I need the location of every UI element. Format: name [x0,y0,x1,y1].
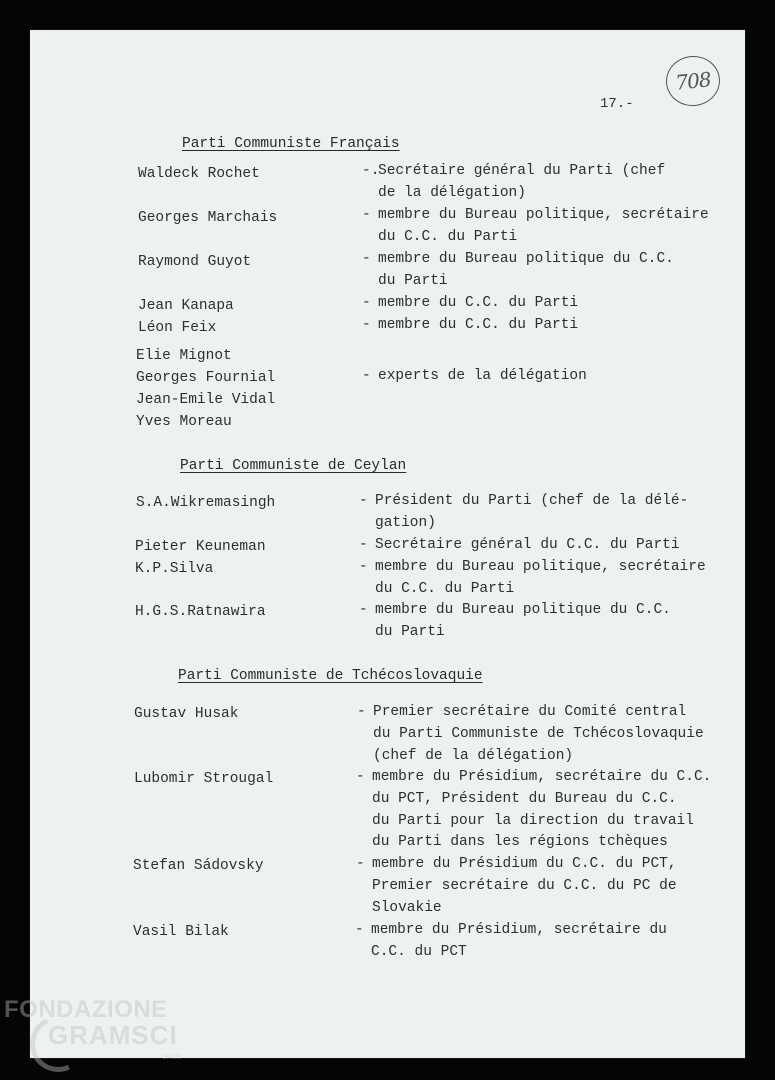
fondazione-gramsci-watermark [4,996,204,1080]
member-role [356,854,677,919]
role-line: membre du Bureau politique, secrétaire [378,207,709,223]
role-line: Secrétaire général du Parti (chef [378,163,666,179]
archive-stamp: 708 [664,53,723,108]
member-role [359,557,706,601]
member-name: Jean Kanapa [138,298,234,314]
member-role [362,315,578,337]
watermark-line1: FONDAZIONE [4,996,168,1023]
role-line: membre du Présidium, secrétaire du C.C. [372,769,712,785]
role-line: membre du Présidium, secrétaire du [371,922,667,938]
member-name: Yves Moreau [136,414,232,430]
role-dash: - [362,317,371,333]
member-name: Léon Feix [138,320,217,336]
member-role [362,161,665,205]
member-name: S.A.Wikremasingh [136,495,276,511]
member-role [362,249,674,293]
member-role [362,205,709,249]
role-dash: - [359,493,368,509]
role-dash: - [356,769,365,785]
role-line: experts de la délégation [378,368,587,384]
role-line: membre du C.C. du Parti [378,317,579,333]
member-role [355,920,667,964]
role-line: membre du Bureau politique du C.C. [378,251,674,267]
member-role [362,366,587,388]
role-line: C.C. du PCT [371,943,467,960]
role-line: du Parti [378,272,448,289]
role-dash: - [356,856,365,872]
role-line: du Parti [375,623,445,640]
page-number: 17.- [600,96,634,112]
member-role [359,535,680,557]
role-line: du C.C. du Parti [378,228,518,245]
member-name: K.P.Silva [135,561,214,577]
member-name: Raymond Guyot [138,254,252,270]
role-line: Premier secrétaire du Comité central [373,704,687,720]
role-line: Premier secrétaire du C.C. du PC de [372,877,677,894]
member-name: Stefan Sádovsky [133,858,264,874]
member-name: Vasil Bilak [133,924,229,940]
role-line: du PCT, Président du Bureau du C.C. [372,790,677,807]
role-line: membre du Bureau politique, secrétaire [375,559,706,575]
role-dash: - [359,602,368,618]
member-name: Gustav Husak [134,706,239,722]
member-role [357,702,704,767]
role-line: membre du C.C. du Parti [378,295,579,311]
role-dash: - [359,559,368,575]
role-dash: -. [362,163,380,179]
role-line: du Parti Communiste de Tchécoslovaquie [373,725,704,742]
section-heading-czechoslovakia: Parti Communiste de Tchécoslovaquie [178,668,483,684]
role-line: du Parti pour la direction du travail [372,812,694,829]
role-line: gation) [375,514,436,531]
member-role [359,491,688,535]
role-line: Président du Parti (chef de la délé- [375,493,689,509]
watermark-line2: GRAMSCI [48,1020,178,1050]
member-name: Pieter Keuneman [135,539,266,555]
role-line: de la délégation) [378,184,526,201]
member-name: Elie Mignot [136,348,232,364]
section-heading-france: Parti Communiste Français [182,136,400,152]
member-name: Georges Marchais [138,210,278,226]
section-heading-ceylon: Parti Communiste de Ceylan [180,458,407,474]
member-name: Lubomir Strougal [134,771,274,787]
role-line: Secrétaire général du C.C. du Parti [375,537,680,553]
member-name: Waldeck Rochet [138,166,260,182]
member-name: Georges Fournial [136,370,276,386]
role-line: Slovakie [372,899,442,916]
member-role [362,293,578,315]
role-line: du C.C. du Parti [375,580,515,597]
member-role [356,767,711,854]
role-dash: - [362,207,371,223]
member-name: Jean-Emile Vidal [136,392,276,408]
watermark-small: onlus [162,1052,182,1061]
role-line: du Parti dans les régions tchèques [372,834,668,851]
role-line: (chef de la délégation) [373,747,574,764]
role-dash: - [362,295,371,311]
role-line: membre du Bureau politique du C.C. [375,602,671,618]
member-name: H.G.S.Ratnawira [135,604,266,620]
role-line: membre du Présidium du C.C. du PCT, [372,856,677,872]
role-dash: - [362,368,371,384]
role-dash: - [362,251,371,267]
role-dash: - [359,537,368,553]
member-role [359,600,671,644]
role-dash: - [355,922,364,938]
role-dash: - [357,704,366,720]
